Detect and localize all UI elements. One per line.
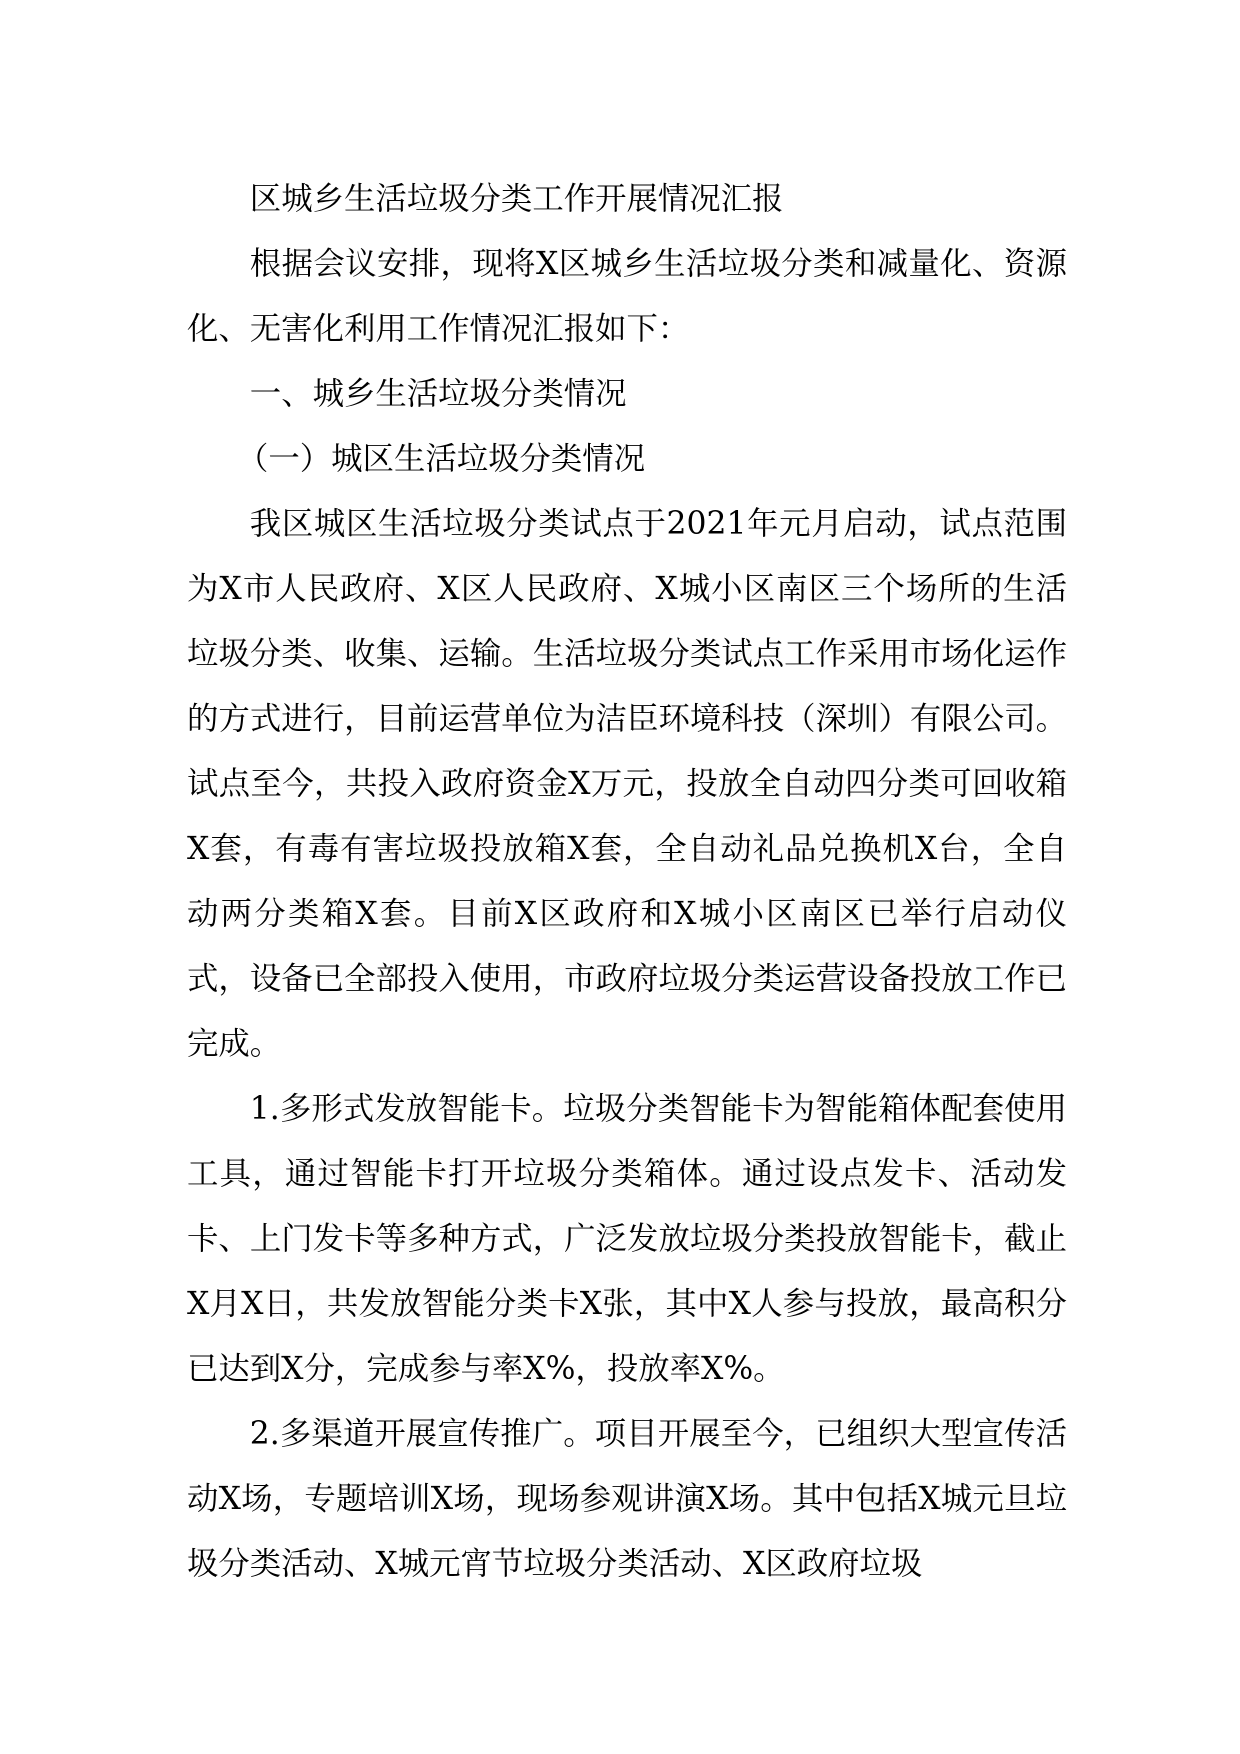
publicity-paragraph: 2.多渠道开展宣传推广。项目开展至今，已组织大型宣传活动X场，专题培训X场，现场参观讲演X场。其中包括X城元旦垃圾分类活动、X城元宵节垃圾分类活动、X区政府垃圾	[187, 1416, 1067, 1582]
smart-card-paragraph: 1.多形式发放智能卡。垃圾分类智能卡为智能箱体配套使用工具，通过智能卡打开垃圾分类箱体。通过设点发卡、活动发卡、上门发卡等多种方式，广泛发放垃圾分类投放智能卡，截止X月X日，共发放智能分类卡X张，其中X人参与投放，最高积分已达到X分，完成参与率X%，投放率X%。	[187, 1091, 1067, 1387]
document-body	[187, 167, 1067, 1597]
subsection-heading: （一）城区生活垃圾分类情况	[237, 441, 646, 477]
document-title: 区城乡生活垃圾分类工作开展情况汇报	[249, 181, 784, 217]
pilot-paragraph: 我区城区生活垃圾分类试点于2021年元月启动，试点范围为X市人民政府、X区人民政府、X城小区南区三个场所的生活垃圾分类、收集、运输。生活垃圾分类试点工作采用市场化运作的方式进行，目前运营单位为洁臣环境科技（深圳）有限公司。试点至今，共投入政府资金X万元，投放全自动四分类可回收箱X套，有毒有害垃圾投放箱X套，全自动礼品兑换机X台，全自动两分类箱X套。目前X区政府和X城小区南区已举行启动仪式，设备已全部投入使用，市政府垃圾分类运营设备投放工作已完成。	[187, 506, 1067, 1062]
intro-paragraph: 根据会议安排，现将X区城乡生活垃圾分类和减量化、资源化、无害化利用工作情况汇报如下：	[187, 246, 1067, 347]
section-heading: 一、城乡生活垃圾分类情况	[249, 376, 627, 412]
